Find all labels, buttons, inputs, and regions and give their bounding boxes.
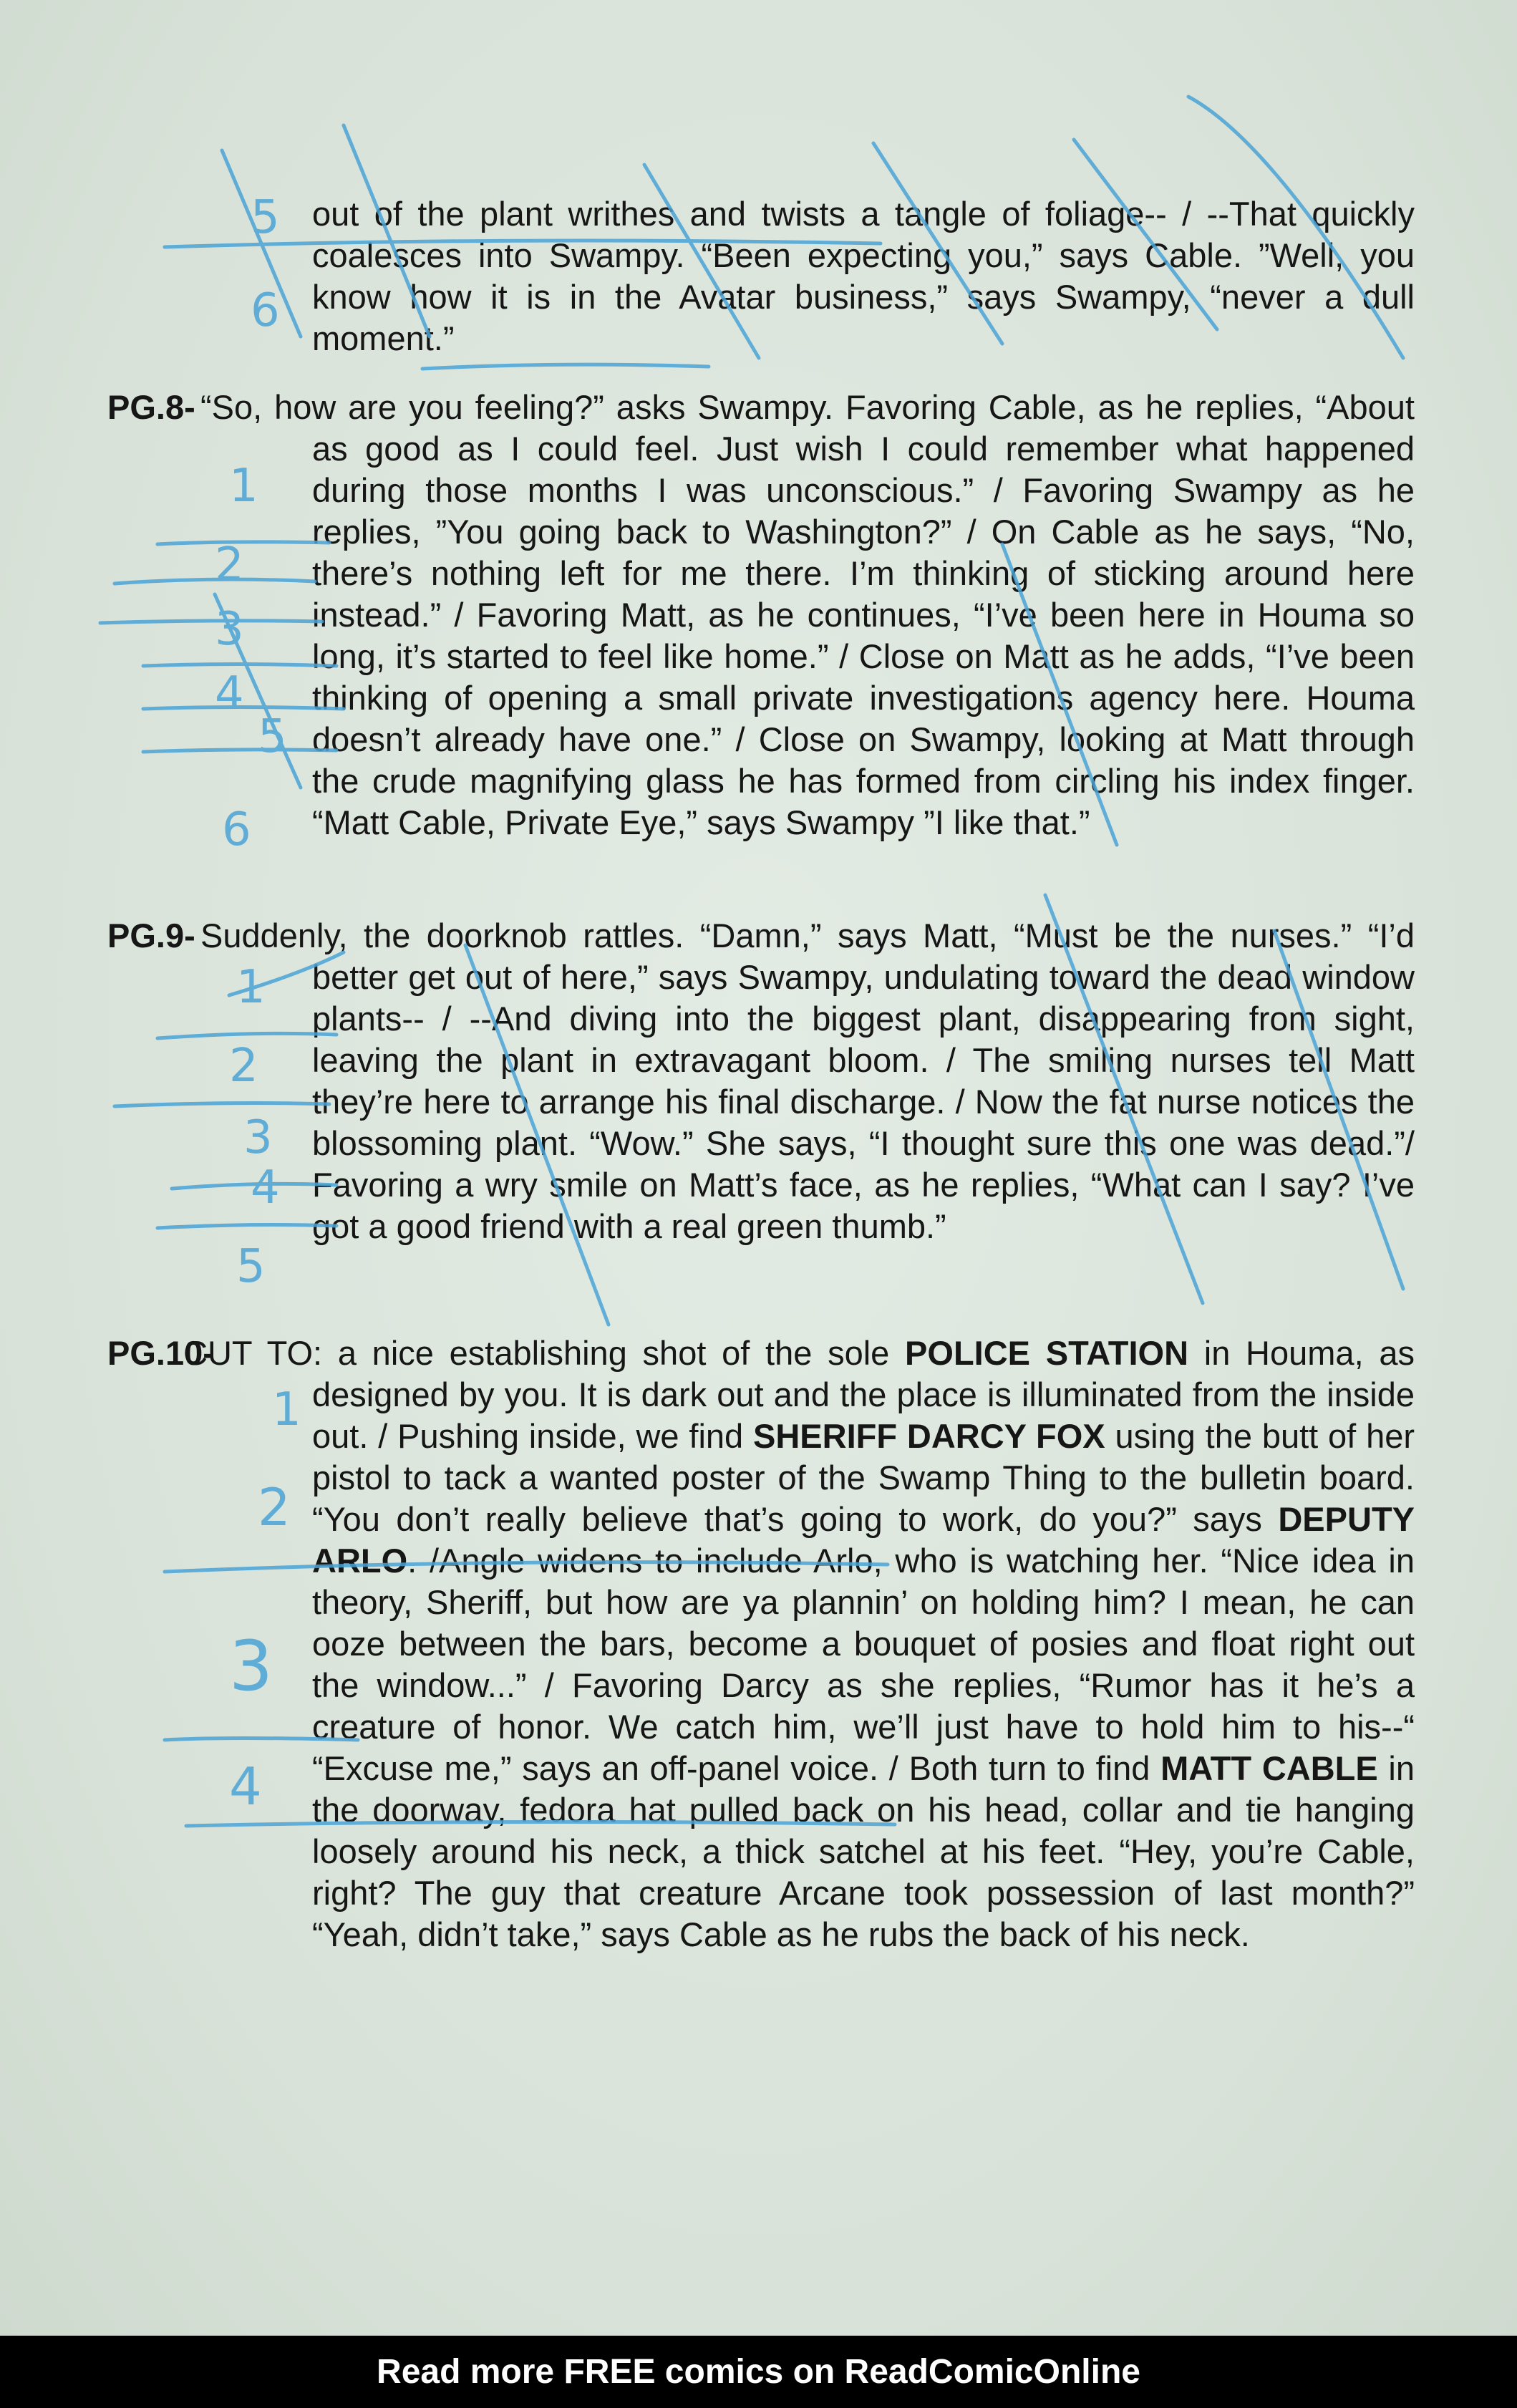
page-9-label: PG.9- [107, 917, 195, 954]
margin-number: 4 [215, 667, 244, 720]
footer-banner[interactable] [0, 2336, 1517, 2408]
margin-number: 4 [251, 1161, 280, 1214]
deputy-bold: DEPUTY ARLO [312, 1500, 1415, 1580]
page-10-text-4: . /Angle widens to include Arlo, who is watching her. “Nice idea in theory, Sheriff, but how are ya plannin’ on holding him? I mean, he can ooze between the bars, become a bouquet of posies and float right out the window...” / Favoring Darcy as she replies, “Rumor has it he’s a creature of honor. We catch him, we’ll just have to hold him to his--“ “Excuse me,” says an off-panel voice. / Both turn to find [312, 1542, 1415, 1787]
pencil-diagonal [222, 150, 301, 337]
matt-cable-bold: MATT CABLE [1160, 1749, 1378, 1787]
page-10-text-1: CUT TO: a nice establishing shot of the sole [183, 1334, 906, 1372]
police-station-bold: POLICE STATION [905, 1334, 1189, 1372]
margin-number: 1 [229, 460, 258, 513]
margin-number: 3 [229, 1626, 273, 1706]
margin-number: 2 [215, 538, 244, 591]
margin-number: 2 [229, 1040, 258, 1093]
margin-number: 6 [251, 284, 280, 337]
page-10-section [107, 1333, 1415, 1955]
margin-number: 1 [272, 1383, 301, 1436]
page-8-section [107, 387, 1415, 843]
page-10-text-3: using the butt of her pistol to tack a wanted poster of the Swamp Thing to the bulletin board. “You don’t really believe that’s going to work, do you?” says [312, 1417, 1415, 1538]
page-10-label: PG.10- [107, 1334, 214, 1372]
margin-number: 6 [222, 803, 251, 856]
margin-number: 1 [236, 961, 266, 1014]
page-10-text [107, 1333, 1415, 1955]
margin-number: 3 [243, 1111, 273, 1164]
page-8-text: “So, how are you feeling?” asks Swampy. Favoring Cable, as he replies, “About as good as I could feel. Just wish I could remember what happened during those months I was unconscious.” / Favoring Swampy as he replies, ”You going back to Washington?” / On Cable as he says, “No, there’s nothing left for me there. I’m thinking of sticking around here instead.” / Favoring Matt, as he continues, “I’ve been here in Houma so long, it’s started to feel like home.” / Close on Matt as he adds, “I’ve been thinking of opening a small private investigations agency here. Houma doesn’t already have one.” / Close on Swampy, looking at Matt through the crude magnifying glass he has formed from circling his index finger. “Matt Cable, Private Eye,” says Swampy ”I like that.” [200, 388, 1415, 841]
page-10-text-2: in Houma, as designed by you. It is dark out and the place is illuminated from the inside out. / Pushing inside, we find [312, 1334, 1415, 1455]
page-9-text: Suddenly, the doorknob rattles. “Damn,” says Matt, “Must be the nurses.” “I’d better get out of here,” says Swampy, undulating toward the dead window plants-- / --And diving into the biggest plant, disappearing from sight, leaving the plant in extravagant bloom. / The smiling nurses tell Matt they’re here to arrange his final discharge. / Now the fat nurse notices the blossoming plant. “Wow.” She says, “I thought sure this one was dead.”/ Favoring a wry smile on Matt’s face, as he replies, “What can I say? I’ve got a good friend with a real green thumb.” [200, 917, 1415, 1245]
margin-number: 4 [229, 1756, 262, 1817]
margin-number: 2 [258, 1477, 291, 1537]
margin-number: 5 [251, 191, 280, 244]
intro-paragraph: out of the plant writhes and twists a tangle of foliage-- / --That quickly coalesces into Swampy. “Been expecting you,” says Cable. ”Well, you know how it is in the Avatar business,” says Swampy, “never a dull moment.” [312, 195, 1415, 357]
page-10-text-5: in the doorway, fedora hat pulled back on his head, collar and tie hanging loosely around his neck, a thick satchel at his feet. “Hey, you’re Cable, right? The guy that creature Arcane took possession of last month?” “Yeah, didn’t take,” says Cable as he rubs the back of his neck. [312, 1749, 1415, 1953]
sheriff-bold: SHERIFF DARCY FOX [753, 1417, 1105, 1455]
margin-number: 5 [236, 1240, 266, 1293]
footer-text[interactable]: Read more FREE comics on ReadComicOnline [377, 2353, 1140, 2391]
margin-number: 3 [215, 603, 244, 656]
pencil-panel-line [422, 364, 709, 369]
page-9-section [107, 915, 1415, 1247]
margin-number: 5 [258, 710, 287, 763]
page-8-label: PG.8- [107, 388, 195, 426]
